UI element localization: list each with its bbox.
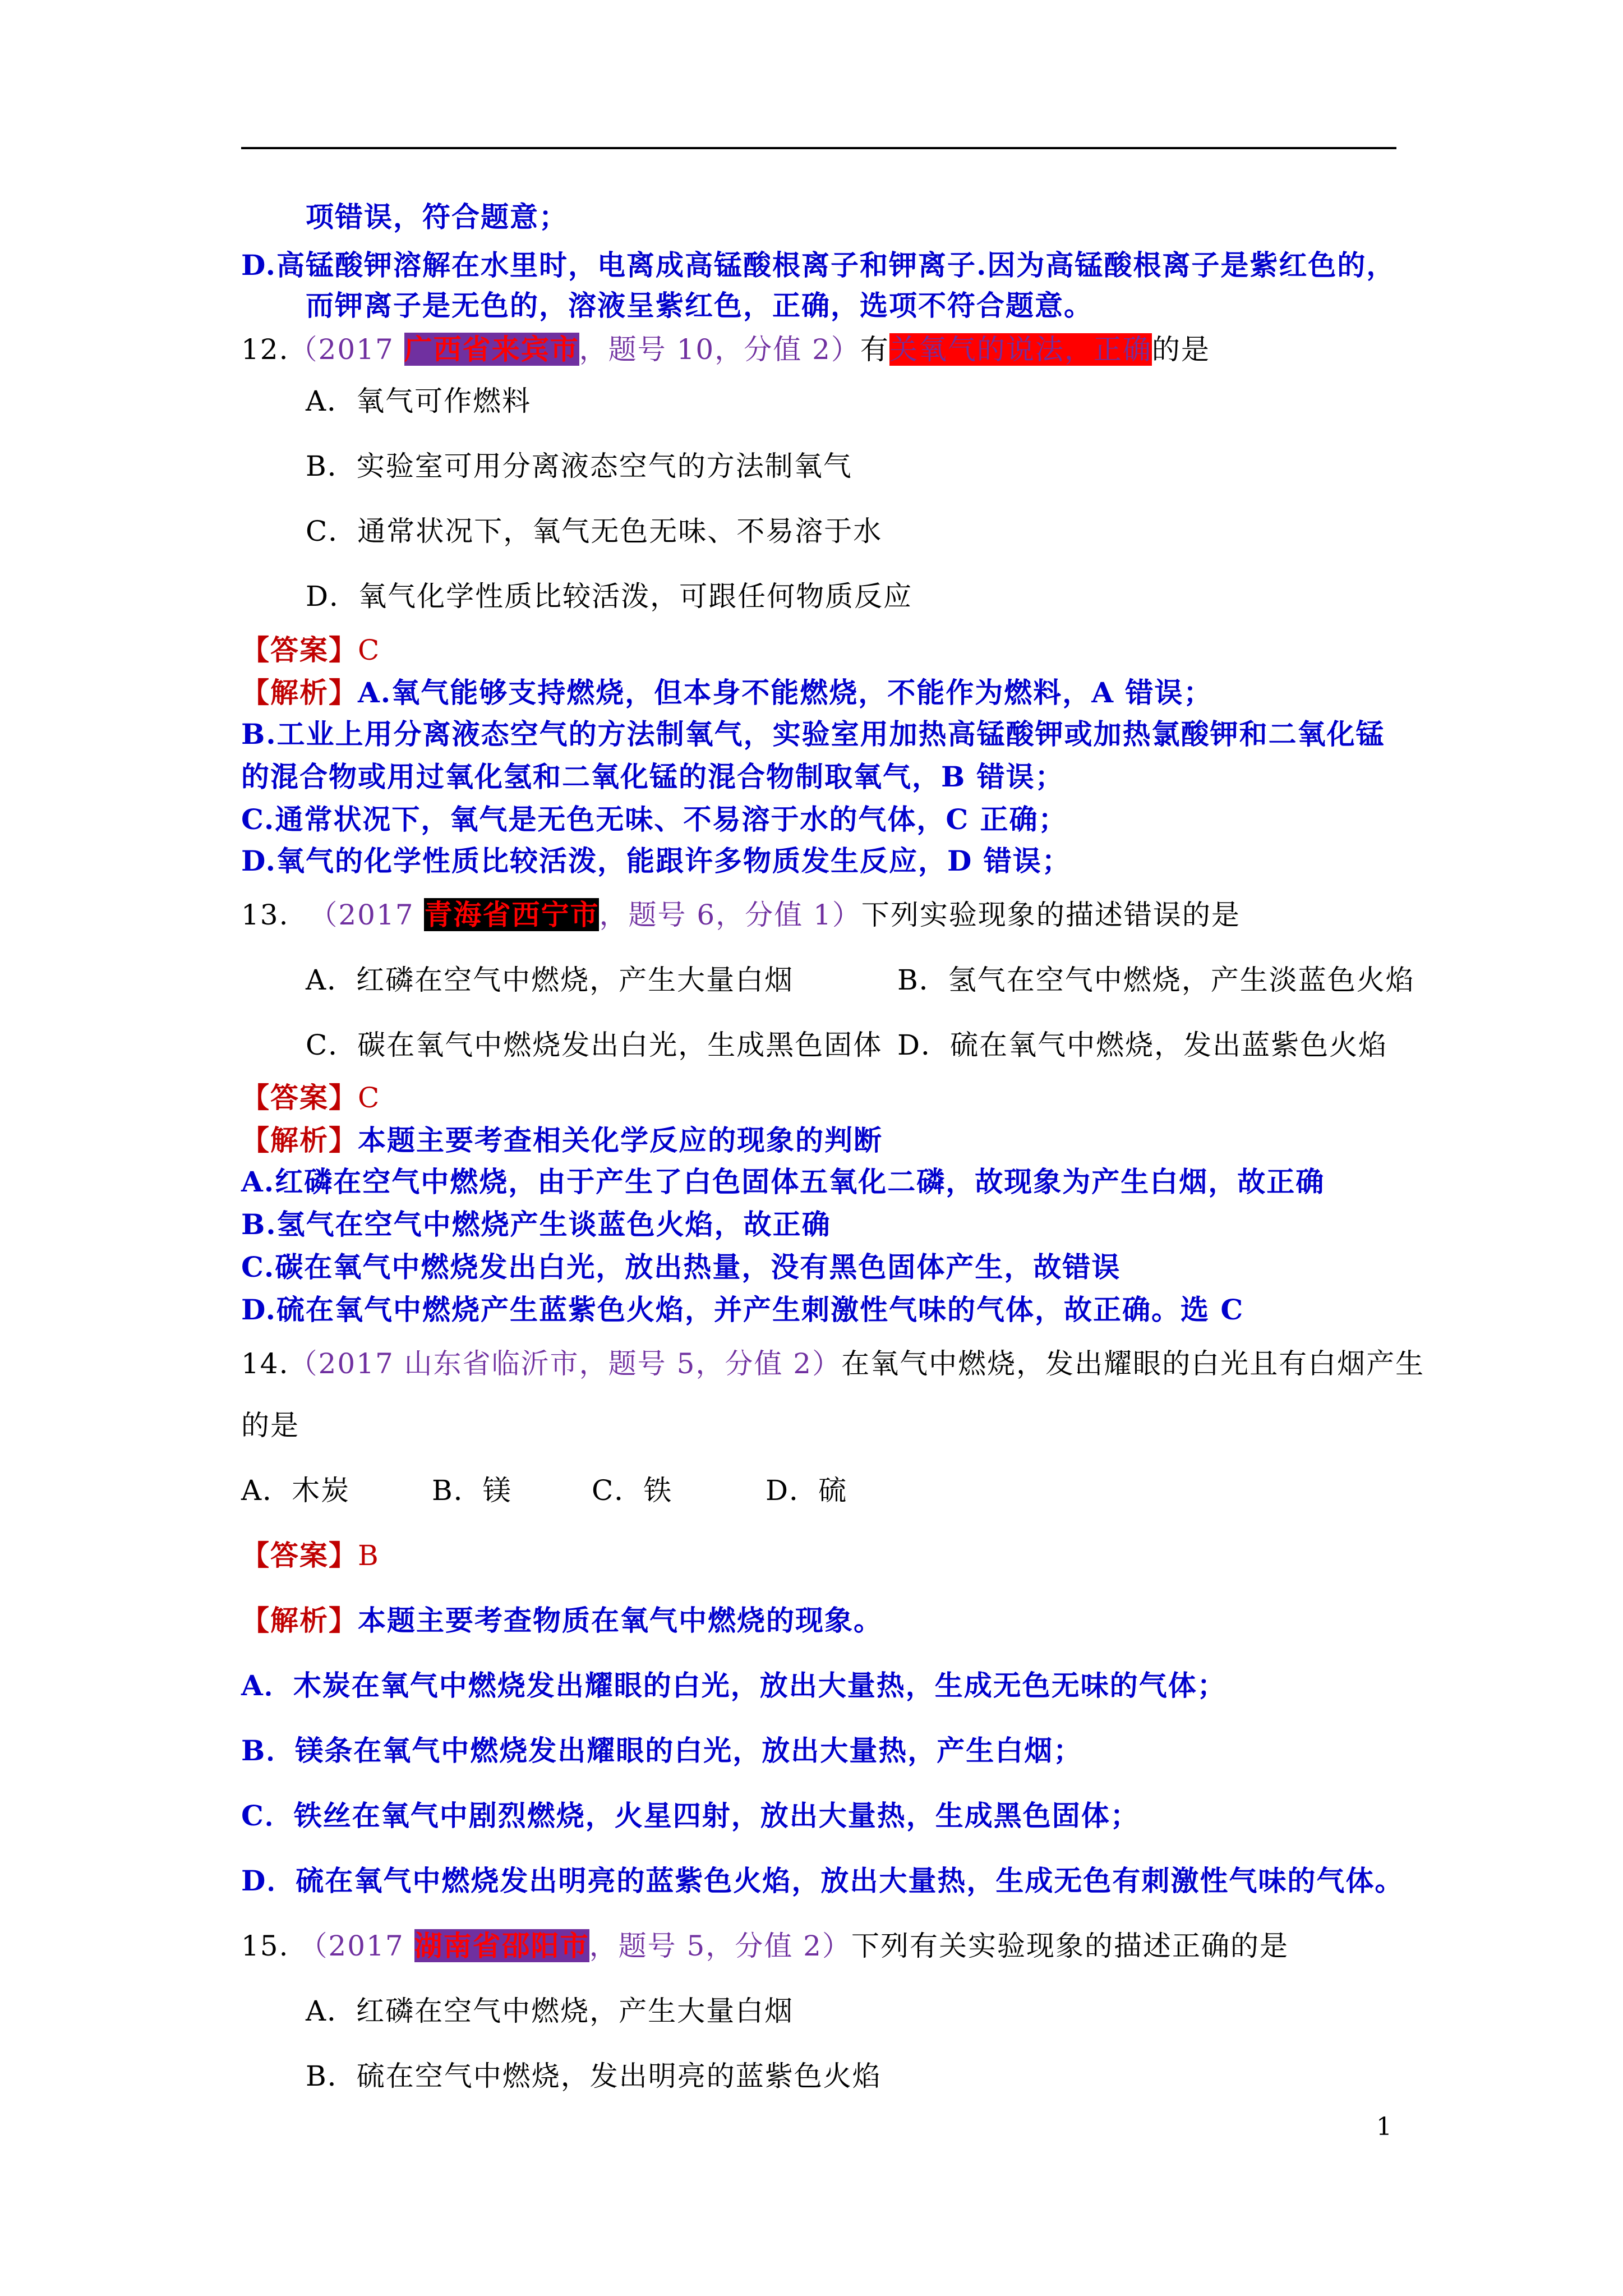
- source-meta: ，题号 10，分值 2）: [579, 333, 860, 366]
- analysis-line: D.氧气的化学性质比较活泼，能跟许多物质发生反应，D 错误；: [241, 844, 1071, 877]
- analysis-line: [241, 1121, 883, 1160]
- continuation-line: D.高锰酸钾溶解在水里时，电离成高锰酸根离子和钾离子.因为高锰酸根离子是紫红色的，: [241, 249, 1396, 282]
- header-rule: [241, 147, 1396, 149]
- option-b: B．氢气在空气中燃烧，产生淡蓝色火焰: [897, 964, 1415, 996]
- option-a: A．红磷在空气中燃烧，产生大量白烟: [306, 1995, 794, 2027]
- highlighted-text: 关氧气的说法，正确: [889, 333, 1152, 366]
- stem-text: 的是: [1151, 333, 1210, 366]
- answer-label: 【答案】: [241, 1081, 358, 1114]
- option-b: B．硫在空气中燃烧，发出明亮的蓝紫色火焰: [306, 2060, 882, 2092]
- analysis-text: 本题主要考查相关化学反应的现象的判断: [358, 1124, 883, 1157]
- analysis-line: 的混合物或用过氧化氢和二氧化锰的混合物制取氧气，B 错误；: [241, 760, 1064, 793]
- answer-line: [241, 1078, 380, 1117]
- continuation-line: 而钾离子是无色的，溶液呈紫红色，正确，选项不符合题意。: [306, 289, 1093, 322]
- analysis-line: A.红磷在空气中燃烧，由于产生了白色固体五氧化二磷，故现象为产生白烟，故正确: [241, 1165, 1325, 1198]
- analysis-line: C．铁丝在氧气中剧烈燃烧，火星四射，放出大量热，生成黑色固体；: [241, 1799, 1140, 1832]
- question-14-stem: [241, 1344, 1424, 1383]
- stem-text: 下列实验现象的描述错误的是: [861, 899, 1241, 931]
- continuation-line: 项错误，符合题意；: [306, 200, 568, 233]
- analysis-line: D．硫在氧气中燃烧发出明亮的蓝紫色火焰，放出大量热，生成无色有刺激性气味的气体。: [241, 1864, 1404, 1897]
- page-number: 1: [1376, 2113, 1392, 2141]
- answer-value: C: [358, 1082, 381, 1114]
- source-meta: ，题号 6，分值 1）: [599, 899, 861, 931]
- analysis-line: B.氢气在空气中燃烧产生谈蓝色火焰，故正确: [241, 1208, 831, 1241]
- source-place: 青海省西宁市: [424, 898, 600, 931]
- answer-value: C: [358, 634, 381, 666]
- analysis-line: C.碳在氧气中燃烧发出白光，放出热量，没有黑色固体产生，故错误: [241, 1250, 1121, 1283]
- option-c: C．铁: [592, 1474, 673, 1507]
- option-d: D．硫: [766, 1474, 848, 1507]
- option-d: D．硫在氧气中燃烧，发出蓝紫色火焰: [897, 1029, 1388, 1061]
- analysis-line: B.工业上用分离液态空气的方法制氧气，实验室用加热高锰酸钾或加热氯酸钾和二氧化锰: [241, 717, 1385, 751]
- analysis-line: [241, 1601, 883, 1640]
- option-c: C．碳在氧气中燃烧发出白光，生成黑色固体: [306, 1029, 883, 1061]
- source-place: 湖南省邵阳市: [414, 1929, 589, 1962]
- source-meta: （2017 山东省临沂市，题号 5，分值 2）: [289, 1347, 842, 1380]
- analysis-text: A.氧气能够支持燃烧，但本身不能燃烧，不能作为燃料，A 错误；: [358, 676, 1213, 709]
- option-a: A．红磷在空气中燃烧，产生大量白烟: [306, 964, 794, 996]
- stem-text: 在氧气中燃烧，发出耀眼的白光且有白烟产生: [841, 1347, 1425, 1380]
- analysis-line: B．镁条在氧气中燃烧发出耀眼的白光，放出大量热，产生白烟；: [241, 1734, 1083, 1767]
- option-b: B．镁: [432, 1474, 512, 1507]
- analysis-label: 【解析】: [241, 676, 358, 709]
- question-number: 13.: [241, 899, 289, 931]
- stem-text: 有: [860, 333, 889, 366]
- question-15-stem: [241, 1926, 1289, 1966]
- option-a: A．木炭: [241, 1474, 351, 1507]
- source-place: 广西省来宾市: [404, 333, 579, 366]
- question-number: 12.: [241, 333, 289, 366]
- source-open: （2017: [299, 1930, 414, 1962]
- option-b: B．实验室可用分离液态空气的方法制氧气: [306, 450, 852, 482]
- source-open: （2017: [289, 333, 404, 366]
- question-number: 15.: [241, 1930, 289, 1962]
- question-12-stem: [241, 330, 1210, 369]
- answer-line: [241, 631, 380, 670]
- question-number: 14.: [241, 1347, 289, 1380]
- option-a: A．氧气可作燃料: [306, 385, 532, 417]
- answer-value: B: [358, 1539, 380, 1572]
- option-c: C．通常状况下，氧气无色无味、不易溶于水: [306, 515, 883, 547]
- analysis-line: [241, 673, 1212, 712]
- analysis-text: 本题主要考查物质在氧气中燃烧的现象。: [358, 1604, 883, 1637]
- analysis-line: C.通常状况下，氧气是无色无味、不易溶于水的气体，C 正确；: [241, 803, 1068, 836]
- analysis-label: 【解析】: [241, 1604, 358, 1637]
- option-d: D．氧气化学性质比较活泼，可跟任何物质反应: [306, 580, 913, 613]
- answer-label: 【答案】: [241, 1539, 358, 1572]
- stem-continuation: 的是: [241, 1409, 299, 1442]
- analysis-label: 【解析】: [241, 1124, 358, 1157]
- answer-label: 【答案】: [241, 633, 358, 666]
- answer-line: [241, 1536, 380, 1575]
- stem-text: 下列有关实验现象的描述正确的是: [851, 1930, 1289, 1962]
- analysis-line: D.硫在氧气中燃烧产生蓝紫色火焰，并产生刺激性气味的气体，故正确。选 C: [241, 1293, 1244, 1326]
- source-meta: ，题号 5，分值 2）: [589, 1930, 851, 1962]
- source-open: （2017: [309, 899, 425, 931]
- question-13-stem: [241, 895, 1241, 935]
- analysis-line: A．木炭在氧气中燃烧发出耀眼的白光，放出大量热，生成无色无味的气体；: [241, 1669, 1227, 1702]
